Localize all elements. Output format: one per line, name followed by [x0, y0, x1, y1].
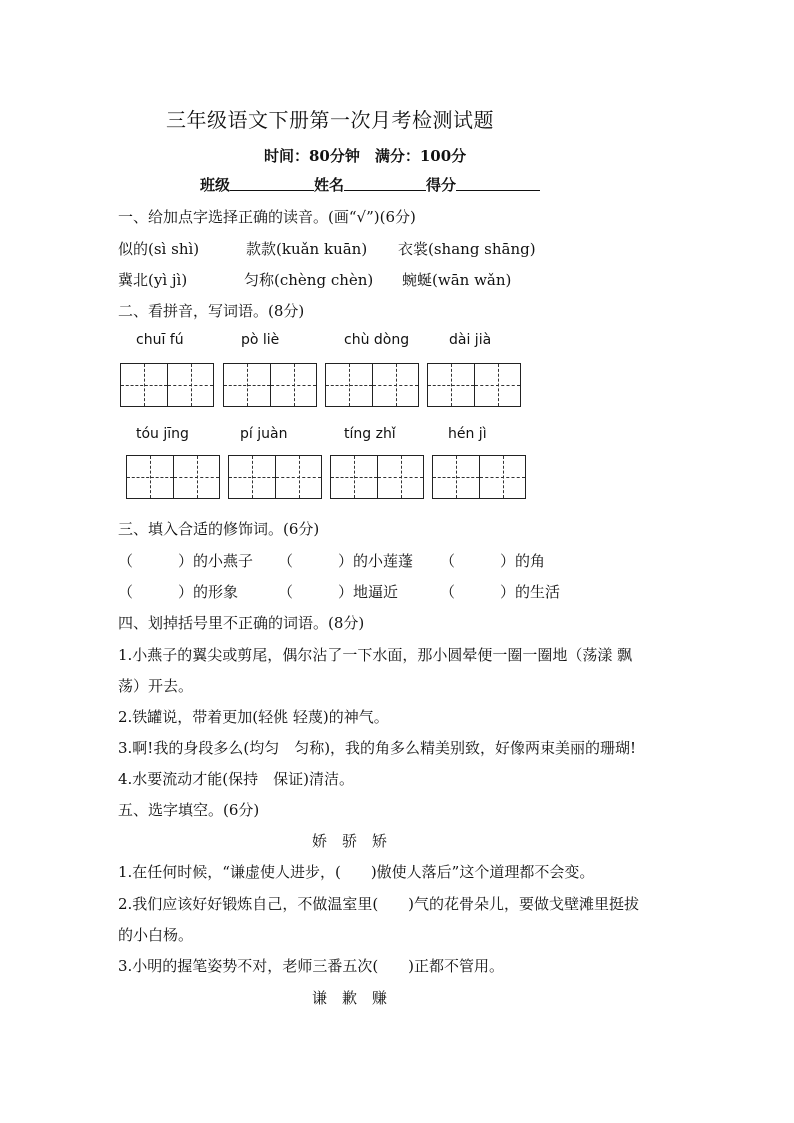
char-choices: 娇 骄 矫: [312, 832, 388, 850]
fill-item[interactable]: （ ）地逼近: [278, 583, 399, 601]
fill-item[interactable]: （ ）的生活: [440, 583, 561, 601]
section2-heading: 二、看拼音，写词语。(8分): [118, 302, 305, 320]
fill-item[interactable]: （ ）的角: [440, 552, 546, 570]
writing-grid[interactable]: [330, 455, 424, 499]
name-blank[interactable]: [344, 174, 426, 191]
section1-item[interactable]: 款款(kuǎn kuān): [246, 240, 368, 258]
question-line: 4.水要流动才能(保持 保证)清洁。: [118, 770, 355, 788]
score-label: 得分: [426, 176, 457, 194]
section3-heading: 三、填入合适的修饰词。(6分): [118, 520, 320, 538]
section1-item[interactable]: 似的(sì shì): [118, 240, 200, 258]
question-line: 2.铁罐说，带着更加(轻佻 轻蔑)的神气。: [118, 708, 389, 726]
pinyin-label: pò liè: [241, 332, 280, 348]
pinyin-label: chù dòng: [344, 332, 410, 348]
pinyin-label: pí juàn: [240, 426, 288, 442]
question-line: 1.小燕子的翼尖或剪尾，偶尔沾了一下水面，那小圆晕便一圈一圈地（荡漾 飘: [118, 646, 633, 664]
question-line: 3.小明的握笔姿势不对，老师三番五次( )正都不管用。: [118, 957, 505, 975]
writing-grid[interactable]: [432, 455, 526, 499]
time-score-line: 时间：80分钟 满分：100分: [264, 147, 467, 165]
pinyin-label: tíng zhǐ: [344, 426, 396, 442]
question-line: 1.在任何时候，“谦虚使人进步，( )傲使人落后”这个道理都不会变。: [118, 863, 595, 881]
section1-item[interactable]: 衣裳(shang shāng): [398, 240, 536, 258]
fill-item[interactable]: （ ）的形象: [118, 583, 239, 601]
page-title: 三年级语文下册第一次月考检测试题: [166, 108, 494, 132]
class-blank[interactable]: [230, 174, 314, 191]
class-label: 班级: [200, 176, 231, 194]
question-line: 荡）开去。: [118, 677, 194, 695]
question-line: 的小白杨。: [118, 926, 194, 944]
section5-heading: 五、选字填空。(6分): [118, 801, 260, 819]
section4-heading: 四、划掉括号里不正确的词语。(8分): [118, 614, 365, 632]
pinyin-label: chuī fú: [136, 332, 184, 348]
pinyin-label: hén jì: [448, 426, 487, 442]
section1-item[interactable]: 冀北(yì jì): [118, 271, 188, 289]
section1-heading: 一、给加点字选择正确的读音。(画“√”)(6分): [118, 208, 416, 226]
writing-grid[interactable]: [427, 363, 521, 407]
char-choices: 谦 歉 赚: [312, 989, 388, 1007]
name-label: 姓名: [314, 176, 345, 194]
pinyin-label: dài jià: [449, 332, 492, 348]
writing-grid[interactable]: [126, 455, 220, 499]
student-info-line: [200, 174, 540, 195]
writing-grid[interactable]: [325, 363, 419, 407]
question-line: 3.啊!我的身段多么(均匀 匀称)，我的角多么精美别致，好像两束美丽的珊瑚!: [118, 739, 637, 757]
fill-item[interactable]: （ ）的小莲蓬: [278, 552, 414, 570]
section1-item[interactable]: 匀称(chèng chèn): [244, 271, 374, 289]
question-line: 2.我们应该好好锻炼自己，不做温室里( )气的花骨朵儿，要做戈壁滩里挺拔: [118, 895, 640, 913]
writing-grid[interactable]: [223, 363, 317, 407]
fill-item[interactable]: （ ）的小燕子: [118, 552, 254, 570]
writing-grid[interactable]: [120, 363, 214, 407]
writing-grid[interactable]: [228, 455, 322, 499]
section1-item[interactable]: 蜿蜒(wān wǎn): [402, 271, 512, 289]
score-blank[interactable]: [456, 174, 540, 191]
pinyin-label: tóu jīng: [136, 426, 189, 442]
